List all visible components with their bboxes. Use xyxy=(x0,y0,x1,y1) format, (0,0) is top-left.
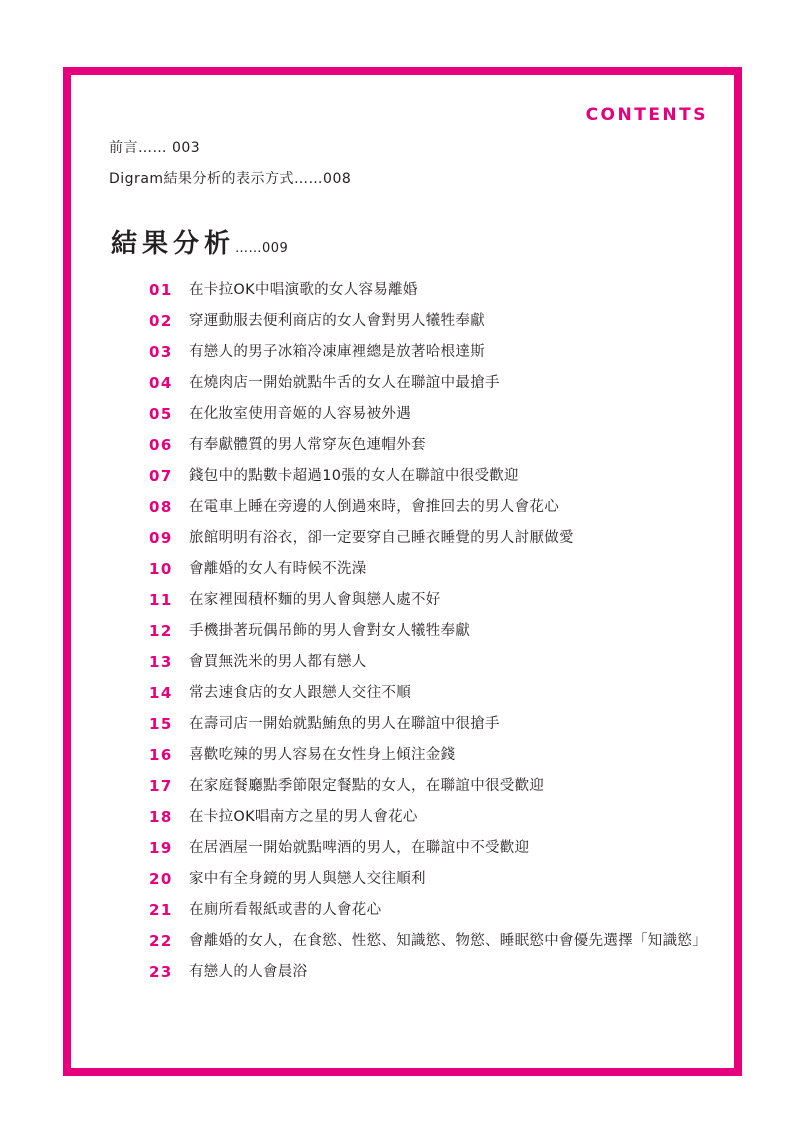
section-heading[interactable] xyxy=(111,227,288,266)
entry-number: 19 xyxy=(149,839,173,857)
entry-number: 20 xyxy=(149,870,173,888)
entry-title: 在居酒屋一開始就點啤酒的男人，在聯誼中不受歡迎 xyxy=(189,840,530,856)
entry-number: 22 xyxy=(149,932,173,950)
toc-entry[interactable] xyxy=(149,585,709,616)
toc-entry[interactable] xyxy=(149,864,709,895)
entry-title: 常去速食店的女人跟戀人交往不順 xyxy=(189,685,411,701)
toc-entry[interactable] xyxy=(149,740,709,771)
toc-front-title: 前言 xyxy=(109,140,138,156)
entry-number: 09 xyxy=(149,529,173,547)
toc-entry[interactable] xyxy=(149,368,709,399)
toc-entry[interactable] xyxy=(149,957,709,988)
toc-entry[interactable] xyxy=(149,833,709,864)
entry-title: 在家裡囤積杯麵的男人會與戀人處不好 xyxy=(189,592,441,608)
entry-number: 06 xyxy=(149,436,173,454)
entry-number: 23 xyxy=(149,963,173,981)
entry-number: 03 xyxy=(149,343,173,361)
toc-entry[interactable] xyxy=(149,554,709,585)
entry-title: 手機掛著玩偶吊飾的男人會對女人犧牲奉獻 xyxy=(189,623,471,639)
section-page-number: 009 xyxy=(262,241,289,256)
entry-number: 12 xyxy=(149,622,173,640)
entry-title: 在家庭餐廳點季節限定餐點的女人，在聯誼中很受歡迎 xyxy=(189,778,545,794)
entry-number: 18 xyxy=(149,808,173,826)
toc-entry[interactable] xyxy=(149,616,709,647)
entry-number: 10 xyxy=(149,560,173,578)
entry-title: 會離婚的女人有時候不洗澡 xyxy=(189,561,367,577)
entry-title: 有戀人的男子冰箱冷凍庫裡總是放著哈根達斯 xyxy=(189,344,485,360)
entry-title: 在燒肉店一開始就點牛舌的女人在聯誼中最搶手 xyxy=(189,375,500,391)
toc-entry[interactable] xyxy=(149,492,709,523)
entry-number: 17 xyxy=(149,777,173,795)
entry-title: 穿運動服去便利商店的女人會對男人犧牲奉獻 xyxy=(189,313,485,329)
entry-title: 在化妝室使用音姬的人容易被外遇 xyxy=(189,406,411,422)
entry-number: 11 xyxy=(149,591,173,609)
entry-title: 在卡拉OK中唱演歌的女人容易離婚 xyxy=(189,282,418,298)
entry-number: 16 xyxy=(149,746,173,764)
entry-title: 錢包中的點數卡超過10張的女人在聯誼中很受歡迎 xyxy=(189,468,519,484)
entry-number: 13 xyxy=(149,653,173,671)
toc-leader-dots: …… xyxy=(294,171,324,187)
entry-title: 會買無洗米的男人都有戀人 xyxy=(189,654,367,670)
section-title: 結果分析 xyxy=(111,229,236,259)
toc-entry[interactable] xyxy=(149,678,709,709)
entry-number: 15 xyxy=(149,715,173,733)
entry-number: 08 xyxy=(149,498,173,516)
entry-title: 有奉獻體質的男人常穿灰色連帽外套 xyxy=(189,437,426,453)
entry-number: 21 xyxy=(149,901,173,919)
toc-entry[interactable] xyxy=(149,647,709,678)
toc-entry[interactable] xyxy=(149,895,709,926)
entry-number: 14 xyxy=(149,684,173,702)
entry-title: 在電車上睡在旁邊的人倒過來時，會推回去的男人會花心 xyxy=(189,499,559,515)
entry-title: 有戀人的人會晨浴 xyxy=(189,964,308,980)
toc-entry[interactable] xyxy=(149,802,709,833)
toc-page-number: 008 xyxy=(323,171,352,187)
entry-title: 家中有全身鏡的男人與戀人交往順利 xyxy=(189,871,426,887)
contents-frame xyxy=(63,67,742,1076)
toc-entry[interactable] xyxy=(149,771,709,802)
toc-entry[interactable] xyxy=(149,461,709,492)
entry-number: 05 xyxy=(149,405,173,423)
entry-title: 旅館明明有浴衣，卻一定要穿自己睡衣睡覺的男人討厭做愛 xyxy=(189,530,574,546)
toc-entry[interactable] xyxy=(149,275,709,306)
toc-entry[interactable] xyxy=(149,337,709,368)
entry-title: 在壽司店一開始就點鮪魚的男人在聯誼中很搶手 xyxy=(189,716,500,732)
entry-title: 會離婚的女人，在食慾、性慾、知識慾、物慾、睡眠慾中會優先選擇「知識慾」 xyxy=(189,933,707,949)
toc-front-item[interactable] xyxy=(109,168,351,199)
toc-front-title: Digram結果分析的表示方式 xyxy=(109,171,295,187)
toc-entry[interactable] xyxy=(149,709,709,740)
toc-leader-dots: …… xyxy=(138,140,167,156)
toc-front-item[interactable] xyxy=(109,137,351,168)
entry-list xyxy=(149,275,709,988)
toc-entry[interactable] xyxy=(149,926,709,957)
toc-entry[interactable] xyxy=(149,523,709,554)
entry-title: 在廁所看報紙或書的人會花心 xyxy=(189,902,382,918)
contents-heading: CONTENTS xyxy=(585,105,708,125)
toc-leader-dots: …… xyxy=(235,241,263,256)
toc-entry[interactable] xyxy=(149,399,709,430)
entry-number: 04 xyxy=(149,374,173,392)
toc-entry[interactable] xyxy=(149,306,709,337)
entry-number: 02 xyxy=(149,312,173,330)
entry-title: 喜歡吃辣的男人容易在女性身上傾注金錢 xyxy=(189,747,456,763)
toc-entry[interactable] xyxy=(149,430,709,461)
entry-title: 在卡拉OK唱南方之星的男人會花心 xyxy=(189,809,418,825)
toc-page-number: 003 xyxy=(171,140,201,156)
entry-number: 07 xyxy=(149,467,173,485)
front-matter-list xyxy=(109,137,351,199)
entry-number: 01 xyxy=(149,281,173,299)
